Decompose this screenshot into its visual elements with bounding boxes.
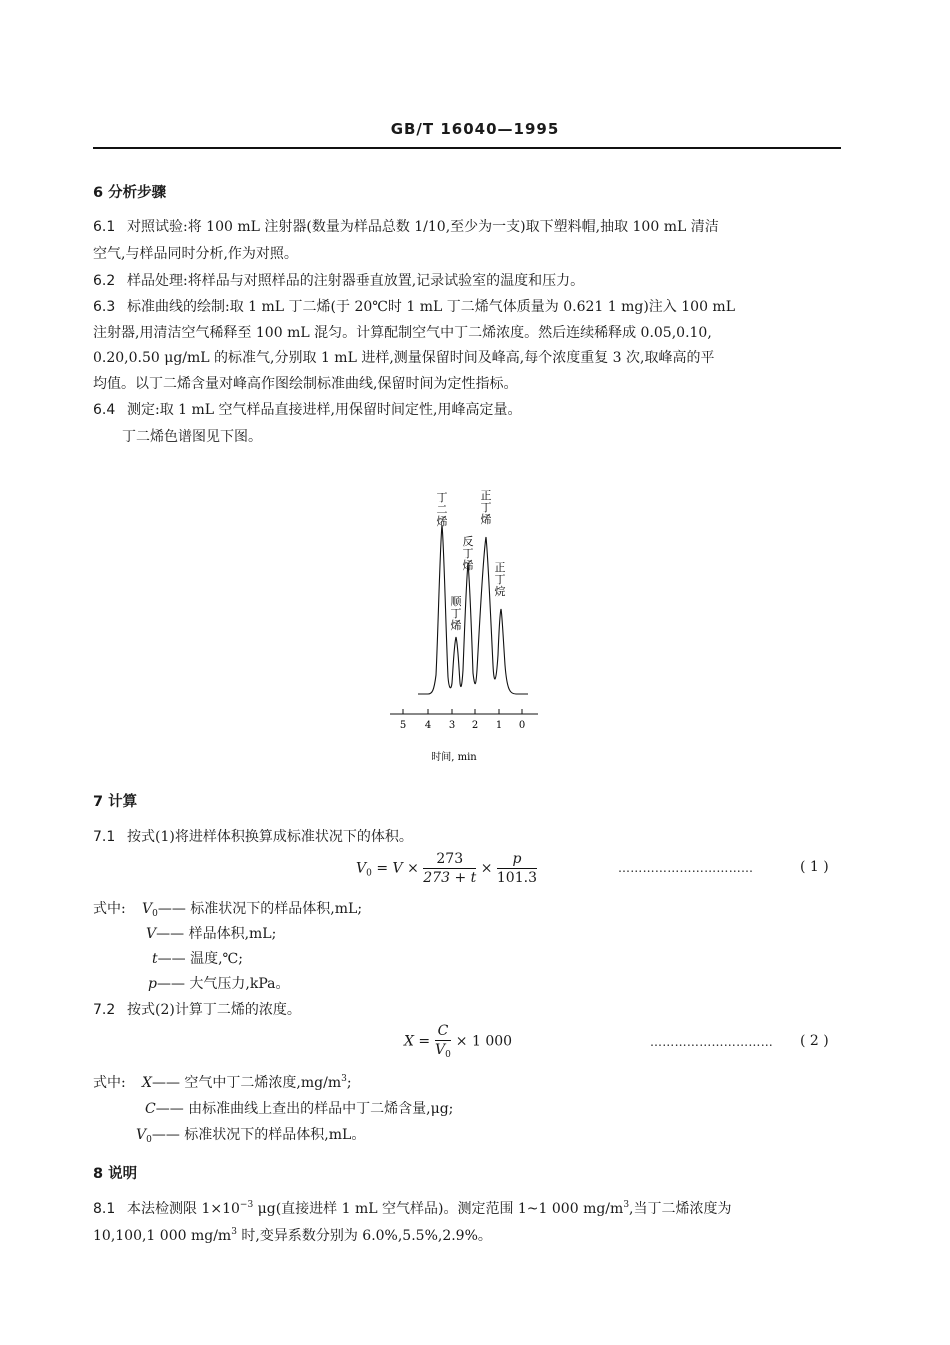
tick-label-1: 1 bbox=[495, 720, 503, 731]
eq1-leader-dots: …………………………… bbox=[618, 861, 754, 875]
equation-1 bbox=[356, 851, 537, 886]
eq2-factor: 1 000 bbox=[471, 1033, 513, 1050]
eq1-fraction-temperature bbox=[423, 851, 476, 886]
where2-tail: ; bbox=[346, 1075, 352, 1091]
eq2-number: ( 2 ) bbox=[800, 1033, 829, 1049]
where1-item-4 bbox=[148, 973, 290, 993]
peak-label-char: 二 bbox=[436, 503, 448, 516]
peak-label-char: 反 bbox=[462, 535, 474, 548]
peak-label-char: 正 bbox=[480, 489, 492, 502]
item-6-3-text: 标准曲线的绘制:取 1 mL 丁二烯(于 20℃时 1 mL 丁二烯气体质量为 0.621 1 mg)注入 100 mL bbox=[127, 299, 735, 315]
peak-label-butadiene bbox=[437, 491, 448, 528]
tick-label-3: 3 bbox=[448, 720, 456, 731]
axis-ticks bbox=[403, 709, 522, 714]
peak-label-char: 烯 bbox=[450, 619, 462, 632]
where1-item-2 bbox=[146, 923, 276, 943]
item-8-1-text-a: 本法检测限 1×10 bbox=[127, 1201, 240, 1217]
item-7-2-number: 7.2 bbox=[93, 1002, 116, 1018]
item-6-3-line-2: 注射器,用清洁空气稀释至 100 mL 混匀。计算配制空气中丁二烯浓度。然后连续稀释成 0.05,0.10, bbox=[93, 325, 712, 341]
where-label-1: 式中: bbox=[93, 901, 126, 917]
where2-symbol-sub: 0 bbox=[146, 1135, 152, 1145]
eq1-frac1-denominator: 273 + t bbox=[423, 870, 477, 886]
where2-item-1 bbox=[142, 1072, 352, 1092]
peak-label-char: 丁 bbox=[450, 607, 462, 620]
peak-label-char: 丁 bbox=[480, 501, 492, 514]
where1-desc: —— 大气压力,kPa。 bbox=[156, 976, 290, 992]
item-8-1-text-c: ,当丁二烯浓度为 bbox=[629, 1201, 732, 1217]
eq1-lhs: V bbox=[356, 860, 367, 877]
item-6-1-text: 对照试验:将 100 mL 注射器(数量为样品总数 1/10,至少为一支)取下塑料帽,抽取 100 mL 清洁 bbox=[127, 219, 719, 235]
eq2-denominator-symbol: V bbox=[435, 1042, 446, 1058]
item-6-1-line-1 bbox=[93, 216, 719, 236]
where-label-2: 式中: bbox=[93, 1075, 126, 1091]
peak-label-char: 烷 bbox=[494, 585, 506, 598]
item-8-1-sup-2: 3 bbox=[623, 1200, 630, 1210]
item-8-1-sup-1: −3 bbox=[239, 1200, 254, 1210]
section-6-heading: 6 分析步骤 bbox=[93, 185, 167, 201]
eq2-numerator: C bbox=[435, 1023, 452, 1041]
where1-desc: —— 标准状况下的样品体积,mL; bbox=[157, 901, 363, 917]
eq2-times: × bbox=[455, 1033, 468, 1050]
peak-label-n-butane bbox=[495, 561, 506, 598]
where2-symbol: V bbox=[136, 1127, 147, 1143]
where1-symbol: t bbox=[152, 951, 158, 967]
where1-desc: —— 温度,℃; bbox=[157, 951, 243, 967]
eq2-denominator-sub: 0 bbox=[445, 1050, 451, 1060]
peak-label-char: 正 bbox=[494, 561, 506, 574]
item-7-2 bbox=[93, 999, 301, 1019]
peak-label-char: 烯 bbox=[462, 559, 474, 572]
tick-label-0: 0 bbox=[518, 720, 526, 731]
eq1-number: ( 1 ) bbox=[800, 859, 829, 875]
peak-label-char: 丁 bbox=[462, 547, 474, 560]
eq2-equals: = bbox=[418, 1033, 431, 1050]
item-6-3-number: 6.3 bbox=[93, 299, 116, 315]
eq1-times-2: × bbox=[480, 860, 493, 877]
section-7-heading: 7 计算 bbox=[93, 794, 138, 810]
figure-note: 丁二烯色谱图见下图。 bbox=[122, 429, 262, 445]
peak-label-char: 丁 bbox=[494, 573, 506, 586]
eq1-times-1: × bbox=[407, 860, 419, 877]
where2-symbol: X bbox=[142, 1075, 152, 1091]
peak-label-char: 烯 bbox=[480, 513, 492, 526]
item-8-1-number: 8.1 bbox=[93, 1201, 116, 1217]
eq2-lhs: X bbox=[404, 1033, 414, 1050]
tick-label-5: 5 bbox=[399, 720, 407, 731]
where1-symbol: p bbox=[148, 976, 157, 992]
item-6-4 bbox=[93, 399, 521, 419]
item-6-1-line-2: 空气,与样品同时分析,作为对照。 bbox=[93, 246, 298, 262]
peak-label-char: 丁 bbox=[436, 491, 448, 504]
item-6-2 bbox=[93, 270, 584, 290]
standard-code-header: GB/T 16040—1995 bbox=[390, 120, 560, 138]
item-8-1-text-e: 时,变异系数分别为 6.0%,5.5%,2.9%。 bbox=[236, 1228, 492, 1244]
tick-label-2: 2 bbox=[471, 720, 479, 731]
peak-label-n-butene bbox=[481, 489, 492, 526]
item-6-4-number: 6.4 bbox=[93, 402, 116, 418]
peak-label-cis-butene bbox=[451, 595, 463, 632]
where2-desc: —— 空气中丁二烯浓度,mg/m bbox=[151, 1075, 342, 1091]
item-7-1-number: 7.1 bbox=[93, 829, 116, 845]
where1-item-1 bbox=[142, 898, 362, 919]
item-6-3-line-4: 均值。以丁二烯含量对峰高作图绘制标准曲线,保留时间为定性指标。 bbox=[93, 376, 518, 392]
equation-2 bbox=[404, 1023, 512, 1060]
item-6-4-text: 测定:取 1 mL 空气样品直接进样,用保留时间定性,用峰高定量。 bbox=[127, 402, 522, 418]
eq1-frac2-denominator: 101.3 bbox=[496, 870, 537, 886]
item-6-2-text: 样品处理:将样品与对照样品的注射器垂直放置,记录试验室的温度和压力。 bbox=[127, 273, 585, 289]
item-6-3-line-1 bbox=[93, 296, 735, 316]
eq1-frac1-numerator: 273 bbox=[423, 851, 476, 869]
section-8-heading: 8 说明 bbox=[93, 1166, 138, 1182]
tick-label-4: 4 bbox=[424, 720, 432, 731]
eq2-leader-dots: ………………………… bbox=[650, 1035, 773, 1049]
where2-desc: —— 由标准曲线上查出的样品中丁二烯含量,μg; bbox=[155, 1101, 454, 1117]
item-8-1-line-1 bbox=[93, 1198, 732, 1218]
item-7-1 bbox=[93, 826, 413, 846]
where1-symbol-sub: 0 bbox=[152, 909, 158, 919]
eq1-equals: = bbox=[376, 860, 389, 877]
item-8-1-sup-3: 3 bbox=[231, 1227, 237, 1237]
peak-label-char: 烯 bbox=[436, 515, 448, 528]
chromatogram-figure bbox=[380, 485, 560, 775]
eq1-v: V bbox=[392, 860, 403, 877]
where2-desc: —— 标准状况下的样品体积,mL。 bbox=[151, 1127, 366, 1143]
item-6-3-line-3: 0.20,0.50 μg/mL 的标准气,分别取 1 mL 进样,测量保留时间及峰高,每个浓度重复 3 次,取峰高的平 bbox=[93, 350, 715, 366]
item-8-1-line-2 bbox=[93, 1225, 492, 1245]
where2-symbol: C bbox=[145, 1101, 156, 1117]
header-rule bbox=[93, 147, 841, 149]
where1-symbol: V bbox=[142, 901, 153, 917]
item-7-1-text: 按式(1)将进样体积换算成标准状况下的体积。 bbox=[127, 829, 413, 845]
where1-desc: —— 样品体积,mL; bbox=[156, 926, 277, 942]
where2-item-2 bbox=[145, 1098, 453, 1118]
where1-item-3 bbox=[152, 948, 243, 968]
item-6-1-number: 6.1 bbox=[93, 219, 116, 235]
item-7-2-text: 按式(2)计算丁二烯的浓度。 bbox=[127, 1002, 301, 1018]
where2-sup: 3 bbox=[341, 1074, 347, 1084]
x-axis-label: 时间, min bbox=[431, 752, 477, 763]
eq1-fraction-pressure bbox=[497, 851, 537, 886]
item-8-1-text-d: 10,100,1 000 mg/m bbox=[93, 1228, 232, 1244]
eq2-denominator bbox=[435, 1041, 452, 1060]
item-6-2-number: 6.2 bbox=[93, 273, 116, 289]
eq1-lhs-sub: 0 bbox=[366, 868, 372, 879]
peak-label-char: 顺 bbox=[450, 595, 462, 608]
where2-item-3 bbox=[136, 1124, 365, 1145]
where1-symbol: V bbox=[146, 926, 157, 942]
eq2-fraction bbox=[435, 1023, 452, 1060]
eq1-frac2-numerator: p bbox=[497, 851, 537, 869]
item-8-1-text-b: μg(直接进样 1 mL 空气样品)。测定范围 1~1 000 mg/m bbox=[253, 1201, 624, 1217]
